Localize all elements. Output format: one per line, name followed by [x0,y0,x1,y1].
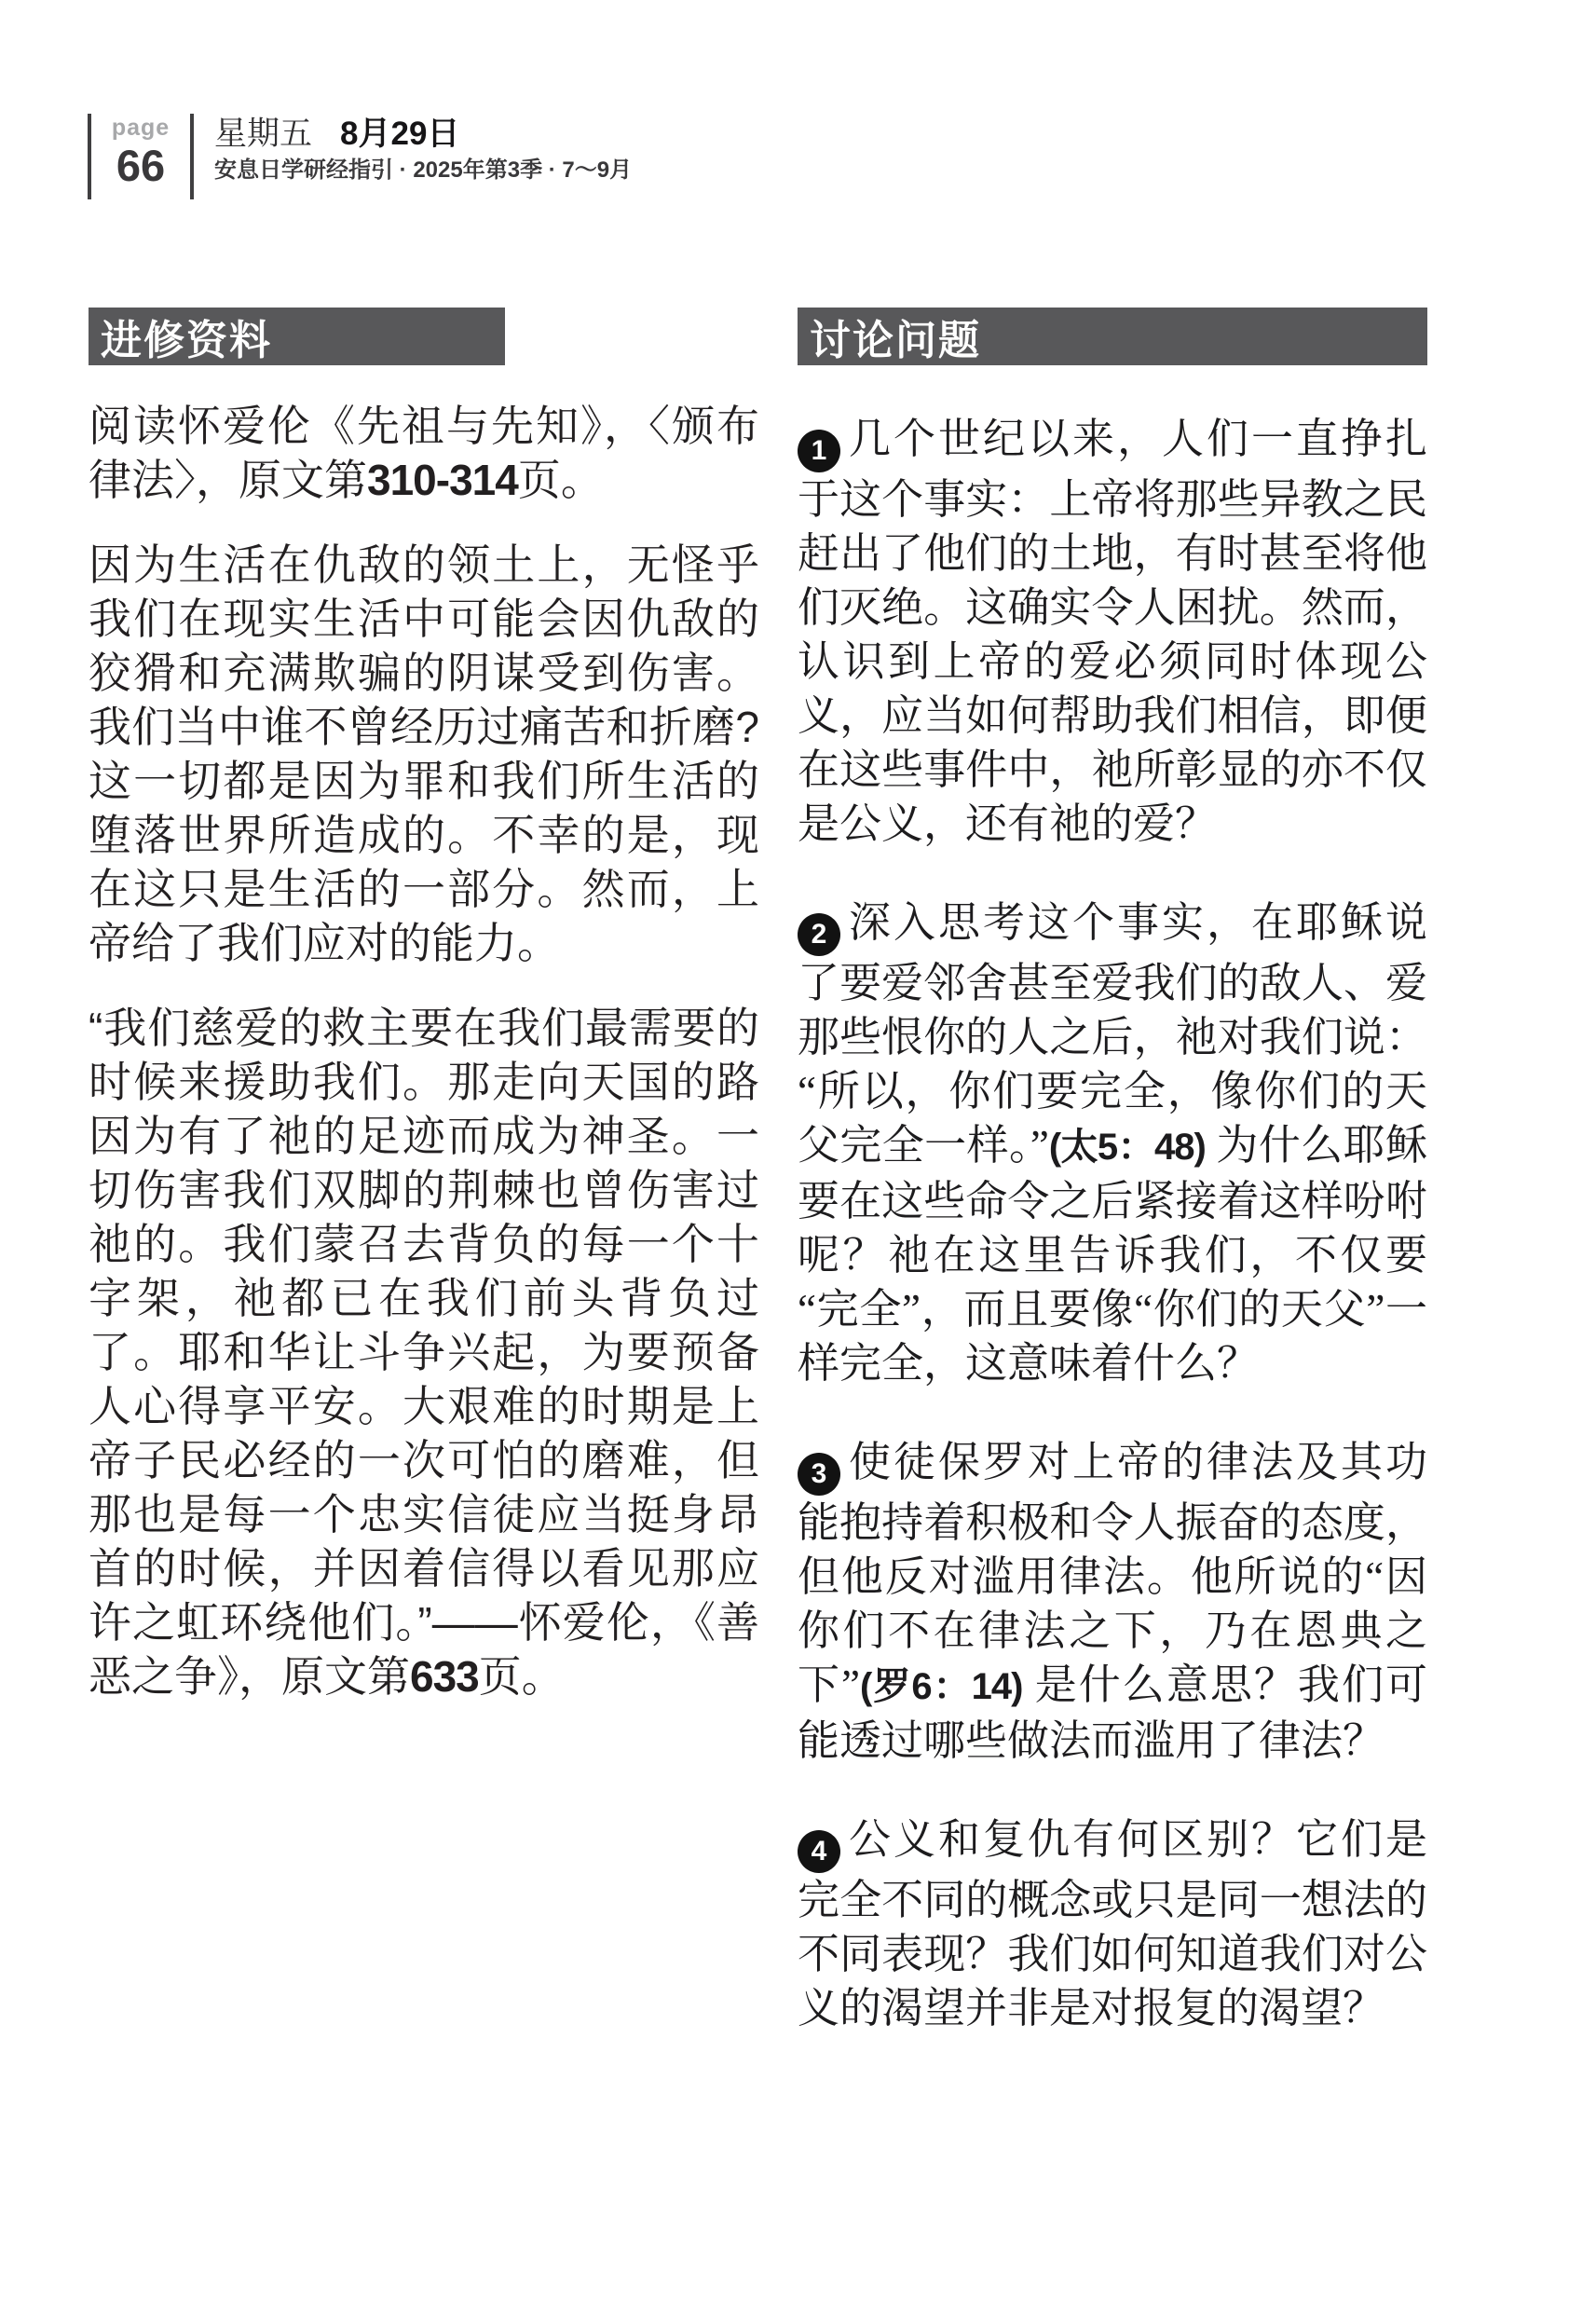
question-2-bible-reference: (太5：48) [1048,1127,1206,1168]
date-label: 8月29日 [340,116,460,152]
question-1-text: 几个世纪以来，人们一直挣扎于这个事实：上帝将那些异教之民赶出了他们的土地，有时甚至将他们灭绝。这确实令人困扰。然而，认识到上帝的爱必须同时体现公义，应当如何帮助我们相信，即便在这些事件中，祂所彰显的亦不仅是公义，还有祂的爱？ [798,416,1427,847]
question-2-text: 深入思考这个事实，在耶稣说了要爱邻舍甚至爱我们的敌人、爱那些恨你的人之后，祂对我们说：“所以，你们要完全，像你们的天父完全一样。” [798,899,1427,1169]
further-study-paragraph-2: 因为生活在仇敌的领土上，无怪乎我们在现实生活中可能会因仇敌的狡猾和充满欺骗的阴谋受到伤害。我们当中谁不曾经历过痛苦和折磨?这一切都是因为罪和我们所生活的堕落世界所造成的。不幸的是，现在这只是生活的一部分。然而，上帝给了我们应对的能力。 [89,540,759,967]
paragraph-3-page-number: 633 [410,1652,479,1701]
page-label: page [111,115,171,141]
question-3-bible-reference: (罗6：14) [860,1666,1023,1707]
question-2 [798,896,1427,1390]
question-4-text: 公义和复仇有何区别？它们是完全不同的概念或只是同一想法的不同表现？我们如何知道我们对公义的渴望并非是对报复的渴望？ [798,1816,1427,2031]
question-3-text: 使徒保罗对上帝的律法及其功能抱持着积极和令人振奋的态度，但他反对滥用律法。他所说的“因你们不在律法之下，乃在恩典之下” [798,1439,1427,1708]
further-study-header-bar [89,308,505,365]
question-2-text-end: 为什么耶稣要在这些命令之后紧接着这样吩咐呢？祂在这里告诉我们，不仅要“完全”，而且要像“你们的天父”一样完全，这意味着什么？ [798,1122,1427,1387]
question-1 [798,412,1427,851]
discussion-questions-header-bar [798,308,1427,365]
paragraph-3-quote: “我们慈爱的救主要在我们最需要的时候来援助我们。那走向天国的路因为有了祂的足迹而成为神圣。一切伤害我们双脚的荆棘也曾伤害过祂的。我们蒙召去背负的每一个十字架，祂都已在我们前头背负过了。耶和华让斗争兴起，为要预备人心得享平安。大艰难的时期是上帝子民必经的一次可怕的磨难，但那也是每一个忠实信徒应当挺身昂首的时候，并因着信得以看见那应许之虹环绕他们。”——怀爱伦，《善恶之争》，原文第 [89,1004,759,1701]
question-4 [798,1812,1427,2035]
header-title-block [194,114,632,199]
paragraph-3-text-end: 页。 [478,1652,565,1701]
further-study-section [89,308,759,2080]
page-header [88,114,632,199]
edition-subtitle: 安息日学研经指引 · 2025年第3季 · 7～9月 [214,157,633,183]
page-number: 66 [116,141,166,190]
question-3-text-end: 是什么意思？我们可能透过哪些做法而滥用了律法？ [798,1661,1427,1764]
question-2-number-badge: 2 [798,913,840,956]
further-study-paragraph-3 [89,1001,759,1703]
question-1-number-badge: 1 [798,430,840,472]
further-study-header-label: 进修资料 [101,318,272,363]
paragraph-1-page-range: 310-314 [367,456,518,504]
date-line [214,117,632,150]
discussion-questions-header-label: 讨论问题 [810,318,981,363]
weekday-label: 星期五 [214,116,313,152]
content-columns [89,308,1427,2080]
further-study-paragraph-1 [89,399,759,507]
question-3 [798,1435,1427,1768]
question-4-number-badge: 4 [798,1830,840,1873]
page-number-block [91,114,190,199]
discussion-questions-section [798,308,1427,2080]
question-3-number-badge: 3 [798,1453,840,1496]
paragraph-1-text: 阅读怀爱伦《先祖与先知》，〈颁布律法〉，原文第 [89,402,759,504]
paragraph-1-text-end: 页。 [517,456,604,504]
